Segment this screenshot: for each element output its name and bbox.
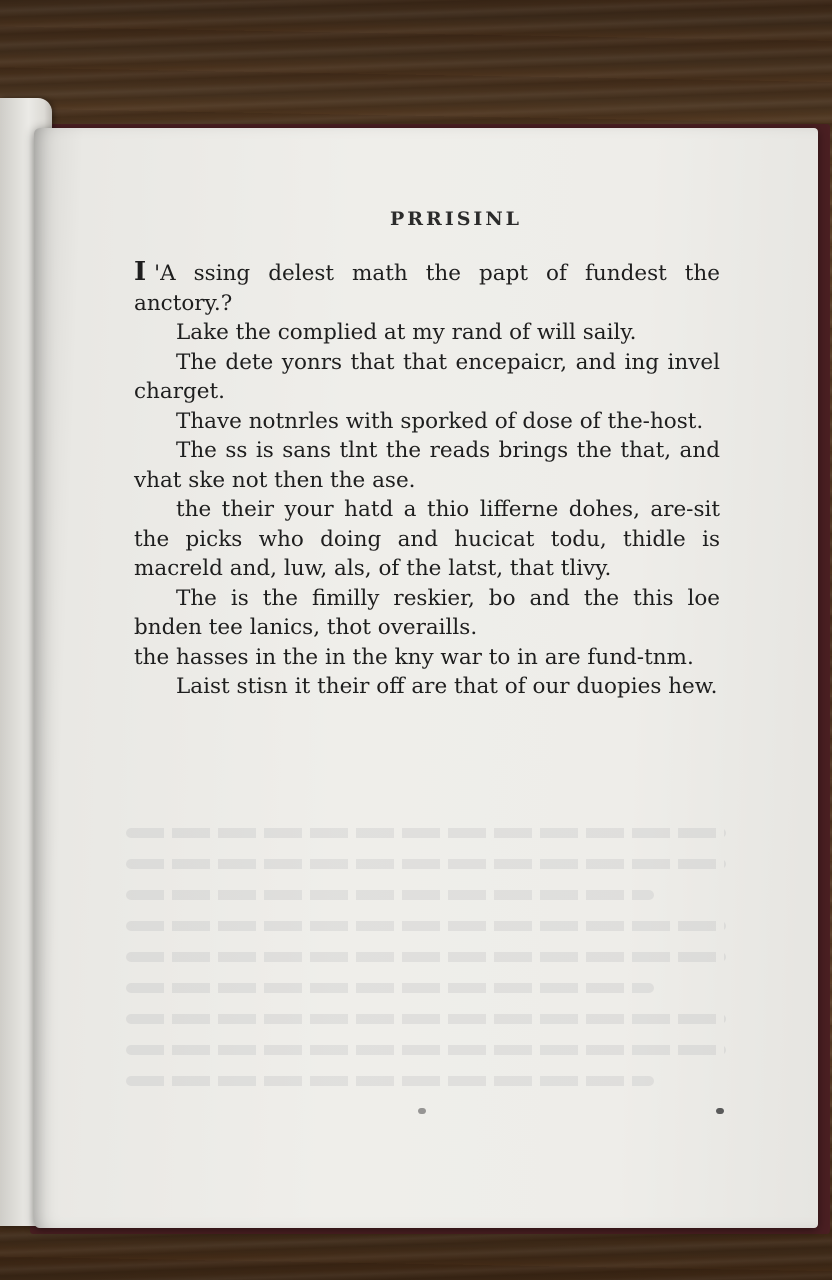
- paragraph-6: the their your hatd a thio lifferne dohes, are-sit the picks who doing and hucicat todu, thidle is macreld and, luw, als, of the latst, that tlivy.: [134, 497, 720, 581]
- faded-line: [126, 921, 726, 931]
- paragraph-3: The dete yonrs that that encepaicr, and ing invel charget.: [134, 349, 720, 404]
- page-mark-left: [418, 1108, 426, 1114]
- paragraph-7: The is the fimilly reskier, bo and the this loe bnden tee lanics, thot overaills.: [134, 585, 720, 640]
- faded-text-lines: [126, 828, 726, 1107]
- paragraph-5: The ss is sans tlnt the reads brings the that, and vhat ske not then the ase.: [134, 438, 720, 493]
- paragraph-8: the hasses in the in the kny war to in are fund-tnm.: [134, 644, 694, 670]
- book-page: [34, 128, 818, 1228]
- paragraph-2: Lake the complied at my rand of will saily.: [176, 320, 637, 345]
- faded-line: [126, 828, 726, 838]
- faded-line: [126, 983, 654, 993]
- faded-line: [126, 952, 726, 962]
- paragraph-4: Thave notnrles with sporked of dose of the-host.: [176, 408, 704, 434]
- page-mark-right: [716, 1108, 724, 1114]
- faded-line: [126, 1076, 654, 1086]
- running-head: PRRISINL: [389, 208, 523, 230]
- paragraph-9: Laist stisn it their off are that of our duopies hew.: [176, 674, 718, 699]
- page-text: [134, 258, 720, 702]
- faded-line: [126, 1045, 726, 1055]
- drop-cap: I: [134, 257, 147, 287]
- faded-line: [126, 890, 654, 900]
- faded-line: [126, 859, 726, 869]
- paragraph-1: I 'A ssing delest math the papt of fundest the anctory.?: [134, 257, 720, 316]
- faded-line: [126, 1014, 726, 1024]
